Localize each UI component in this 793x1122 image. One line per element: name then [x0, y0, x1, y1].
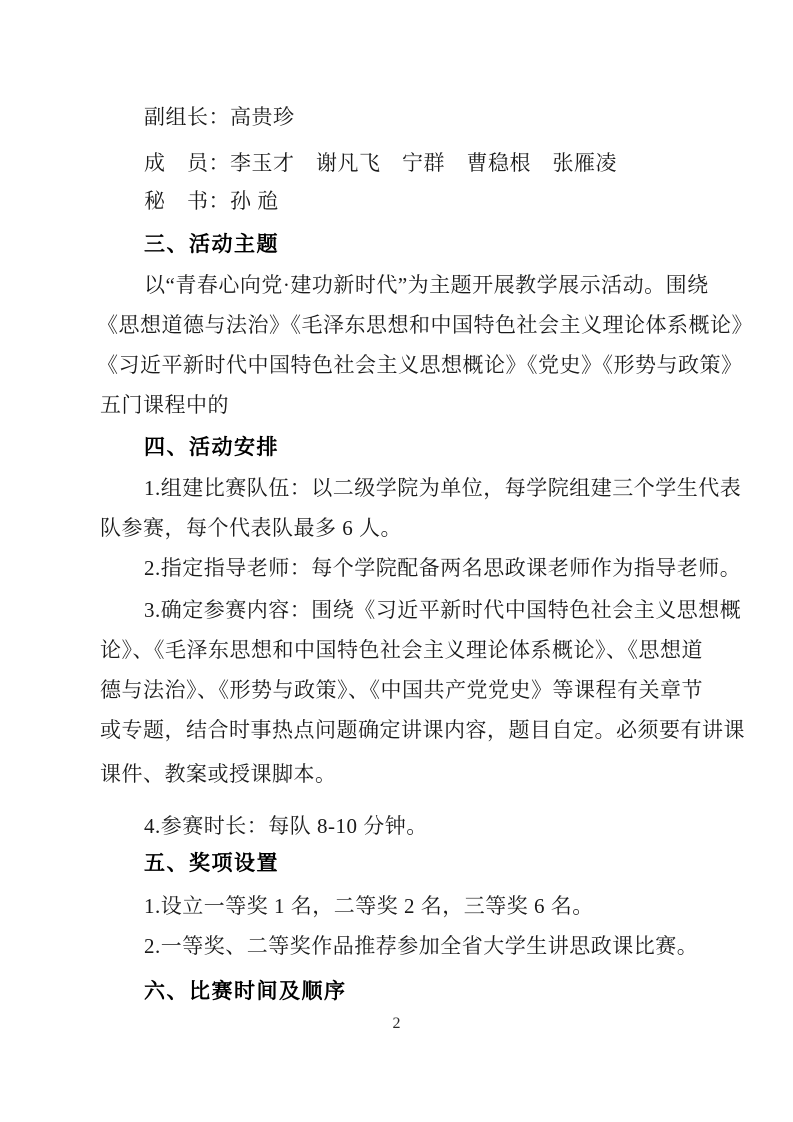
deputy-leader-line: 副组长：高贵珍	[144, 105, 295, 129]
arrangement-item-3-line-1: 3.确定参赛内容：围绕《习近平新时代中国特色社会主义思想概	[144, 598, 742, 622]
theme-paragraph-line-2: 《思想道德与法治》《毛泽东思想和中国特色社会主义理论体系概论》	[97, 313, 753, 337]
arrangement-item-4: 4.参赛时长：每队 8-10 分钟。	[144, 814, 428, 838]
arrangement-item-3-line-2: 论》、《毛泽东思想和中国特色社会主义理论体系概论》、《思想道	[100, 638, 703, 662]
arrangement-item-1-line-2: 队参赛，每个代表队最多 6 人。	[100, 516, 402, 540]
page-number: 2	[392, 1015, 401, 1032]
arrangement-item-3-line-3: 德与法治》、《形势与政策》、《中国共产党党史》等课程有关章节	[100, 678, 703, 702]
heading-activity-arrangement: 四、活动安排	[144, 436, 279, 459]
secretary-line: 秘 书：孙 兘	[144, 189, 279, 213]
arrangement-item-2: 2.指定指导老师：每个学院配备两名思政课老师作为指导老师。	[144, 556, 742, 580]
arrangement-item-3-line-5: 课件、教案或授课脚本。	[100, 762, 337, 786]
arrangement-item-3-line-4: 或专题，结合时事热点问题确定讲课内容，题目自定。必须要有讲课	[100, 718, 745, 742]
members-line: 成 员：李玉才 谢凡飞 宁群 曹稳根 张雁凌	[144, 151, 617, 175]
heading-awards: 五、奖项设置	[144, 852, 279, 875]
theme-paragraph-line-3: 《习近平新时代中国特色社会主义思想概论》《党史》《形势与政策》	[97, 353, 743, 377]
arrangement-item-1-line-1: 1.组建比赛队伍：以二级学院为单位，每学院组建三个学生代表	[144, 476, 742, 500]
heading-competition-time: 六、比赛时间及顺序	[144, 980, 347, 1003]
theme-paragraph-line-4: 五门课程中的	[100, 393, 229, 417]
heading-activity-theme: 三、活动主题	[144, 233, 279, 256]
awards-item-1: 1.设立一等奖 1 名，二等奖 2 名，三等奖 6 名。	[144, 894, 594, 918]
theme-paragraph-line-1: 以“青春心向党·建功新时代”为主题开展教学展示活动。围绕	[144, 273, 709, 297]
awards-item-2: 2.一等奖、二等奖作品推荐参加全省大学生讲思政课比赛。	[144, 934, 699, 958]
